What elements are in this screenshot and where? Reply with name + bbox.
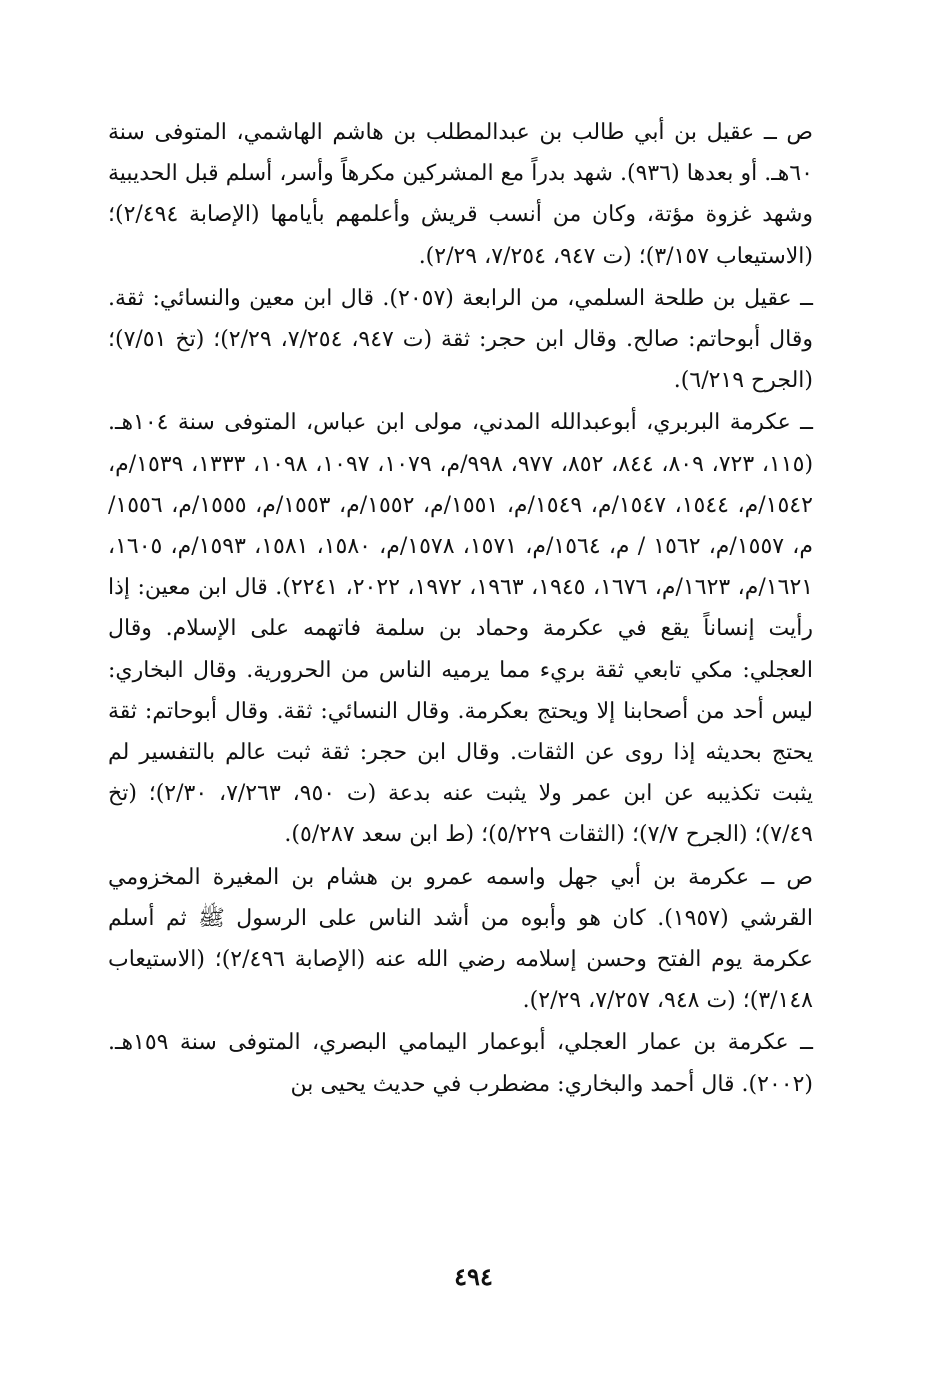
entry-aqil-ibn-talha: ــ عقيل بن طلحة السلمي، من الرابعة (٢٠٥٧). قال ابن معين والنسائي: ثقة. وقال أبوحاتم: صالح. وقال ابن حجر: ثقة (ت ٩٤٧، ٧/٢٥٤، ٢/٢٩)؛ (تخ ٧/٥١)؛ (الجرح ٦/٢١٩). [108, 285, 813, 394]
entry-ikrima-al-barbari: ــ عكرمة البربري، أبوعبدالله المدني، مولى ابن عباس، المتوفى سنة ١٠٤هـ. (١١٥، ٧٢٣، ٨٠٩، ٨٤٤، ٨٥٢، ٩٧٧، ٩٩٨/م، ١٠٧٩، ١٠٩٧، ١٠٩٨، ١٣٣٣، ١٥٣٩/م، ١٥٤٢/م، ١٥٤٤، ١٥٤٧/م، ١٥٤٩/م، ١٥٥١/م، ١٥٥٢/م، ١٥٥٣/م، ١٥٥٥/م، ١٥٥٦/م، ١٥٥٧/م، ١٥٦٢ / م، ١٥٦٤/م، ١٥٧١، ١٥٧٨/م، ١٥٨٠، ١٥٨١، ١٥٩٣/م، ١٦٠٥، ١٦٢١/م، ١٦٢٣/م، ١٦٧٦، ١٩٤٥، ١٩٦٣، ١٩٧٢، ٢٠٢٢، ٢٢٤١). قال ابن معين: إذا رأيت إنساناً يقع في عكرمة وحماد بن سلمة فاتهمه على الإسلام. وقال العجلي: مكي تابعي ثقة بريء مما يرميه الناس من الحرورية. وقال البخاري: ليس أحد من أصحابنا إلا ويحتج بعكرمة. وقال النسائي: ثقة. وقال أبوحاتم: ثقة يحتج بحديثه إذا روى عن الثقات. وقال ابن حجر: ثقة ثبت عالم بالتفسير لم يثبت تكذيبه عن ابن عمر ولا يثبت عنه بدعة (ت ٩٥٠، ٧/٢٦٣، ٢/٣٠)؛ (تخ ٧/٤٩)؛ (الجرح ٧/٧)؛ (الثقات ٥/٢٢٩)؛ (ط ابن سعد ٥/٢٨٧). [108, 410, 814, 848]
entry-ikrima-ibn-ammar: ــ عكرمة بن عمار العجلي، أبوعمار اليمامي البصري، المتوفى سنة ١٥٩هـ. (٢٠٠٢). قال أحمد والبخاري: مضطرب في حديث يحيى بن [108, 1030, 813, 1097]
page-number: ٤٩٤ [454, 1262, 493, 1291]
page-body [108, 112, 813, 1106]
entry-ikrima-ibn-abi-jahl: ص ــ عكرمة بن أبي جهل واسمه عمرو بن هشام بن المغيرة المخزومي القرشي (١٩٥٧). كان هو وأبوه من أشد الناس على الرسول ﷺ ثم أسلم عكرمة يوم الفتح وحسن إسلامه رضي الله عنه (الإصابة ٢/٤٩٦)؛ (الاستيعاب ٣/١٤٨)؛ (ت ٩٤٨، ٧/٢٥٧، ٢/٢٩). [108, 864, 813, 1014]
entry-aqil-ibn-abi-talib: ص ــ عقيل بن أبي طالب بن عبدالمطلب بن هاشم الهاشمي، المتوفى سنة ٦٠هـ. أو بعدها (٩٣٦). شهد بدراً مع المشركين مكرهاً وأسر، أسلم قبل الحديبية وشهد غزوة مؤتة، وكان من أنسب قريش وأعلمهم بأيامها (الإصابة ٢/٤٩٤)؛ (الاستيعاب ٣/١٥٧)؛ (ت ٩٤٧، ٧/٢٥٤، ٢/٢٩). [108, 120, 813, 269]
